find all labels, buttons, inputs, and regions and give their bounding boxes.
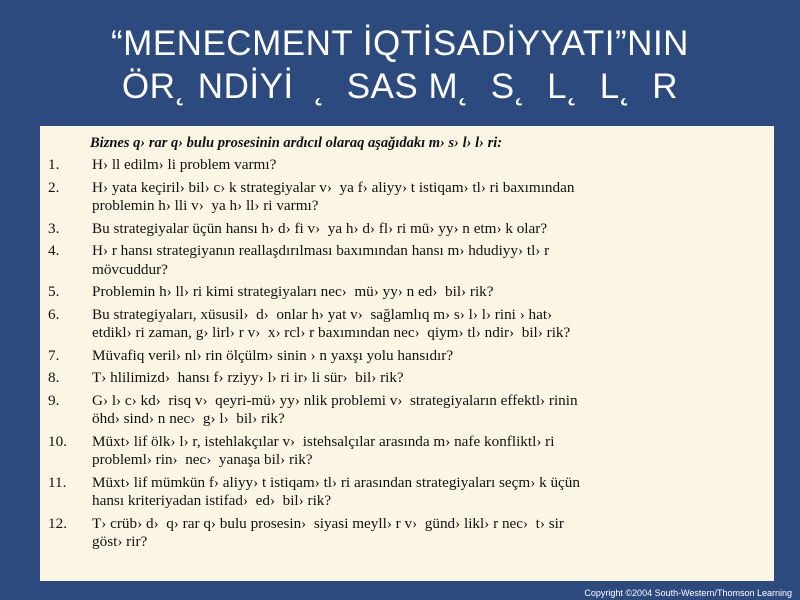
question-list	[48, 156, 764, 552]
content-box	[40, 126, 774, 581]
item-text: T› crüb› d› q› rar q› bulu prosesin› siyasi meyll› r v› günd› likl› r nec› t› sir göst› rir?	[92, 514, 564, 550]
item-number: 7.	[48, 346, 60, 364]
list-item	[48, 156, 764, 175]
slide-title	[0, 22, 800, 108]
item-text: G› l› c› kd› risq v› qeyri-mü› yy› nlik problemi v› strategiyaların effektl› rinin öhd› sind› n nec› g› l› bil› rik?	[92, 391, 578, 427]
item-text: Müxt› lif ölk› l› r, istehlakçılar v› istehsalçılar arasında m› nafe konfliktl› ri probleml› rin› nec› yanaşa bil› rik?	[92, 432, 555, 468]
item-number: 11.	[48, 473, 67, 491]
slide-title-line-1: “MENECMENT İQTİSADİYYATI”NIN	[111, 24, 689, 63]
slide-title-line-2: ÖR˛ NDİYİ ˛ SAS M˛ S˛ L˛ L˛ R	[121, 67, 679, 106]
item-text: H› r hansı strategiyanın reallaşdırılması baxımından hansı m› hdudiyy› tl› r mövcuddur?	[92, 242, 550, 278]
item-number: 10.	[48, 432, 67, 450]
item-number: 4.	[48, 242, 60, 259]
item-number: 2.	[48, 178, 60, 196]
item-text: Bu strategiyaları, xüsusil› d› onlar h› yat v› sağlamlıq m› s› l› l› rini › hat› etdikl› ri zaman, g› lirl› r v› x› rcl› r baxımından nec› qiym› tl› ndir› bil› rik?	[92, 305, 571, 341]
list-item	[48, 306, 764, 343]
item-text: Problemin h› ll› ri kimi strategiyaları nec› mü› yy› n ed› bil› rik?	[92, 283, 494, 300]
item-number: 3.	[48, 219, 60, 237]
item-number: 12.	[48, 514, 67, 532]
list-item	[48, 433, 764, 470]
copyright-notice: Copyright ©2004 South-Western/Thomson Learning	[584, 588, 792, 598]
intro-text: Biznes q› rar q› bulu prosesinin ardıcıl olaraq aşağıdakı m› s› l› l› ri:	[90, 135, 503, 151]
list-item	[48, 179, 764, 216]
item-text: Bu strategiyalar üçün hansı h› d› fi v› ya h› d› fl› ri mü› yy› n etm› k olar?	[92, 219, 548, 237]
list-item	[48, 220, 764, 239]
item-text: H› yata keçiril› bil› c› k strategiyalar v› ya f› aliyy› t istiqam› tl› ri baxımından problemin h› lli v› ya h› ll› ri varmı?	[92, 178, 575, 214]
list-item	[48, 474, 764, 511]
list-item	[48, 242, 764, 279]
item-number: 1.	[48, 156, 60, 173]
item-number: 6.	[48, 305, 60, 323]
item-number: 8.	[48, 369, 60, 386]
item-text: Müxt› lif mümkün f› aliyy› t istiqam› tl› ri arasından strategiyaları seçm› k üçün hansı kriteriyadan istifad› ed› bil› rik?	[92, 473, 580, 509]
item-number: 9.	[48, 391, 60, 409]
list-item	[48, 392, 764, 429]
list-item	[48, 369, 764, 388]
list-item	[48, 347, 764, 366]
item-text: T› hlilimizd› hansı f› rziyy› l› ri ir› li sür› bil› rik?	[92, 369, 404, 386]
list-item	[48, 283, 764, 302]
item-text: H› ll edilm› li problem varmı?	[92, 156, 277, 173]
item-number: 5.	[48, 283, 60, 300]
item-text: Müvafiq veril› nl› rin ölçülm› sinin › n yaxşı yolu hansıdır?	[92, 346, 454, 364]
list-item	[48, 515, 764, 552]
